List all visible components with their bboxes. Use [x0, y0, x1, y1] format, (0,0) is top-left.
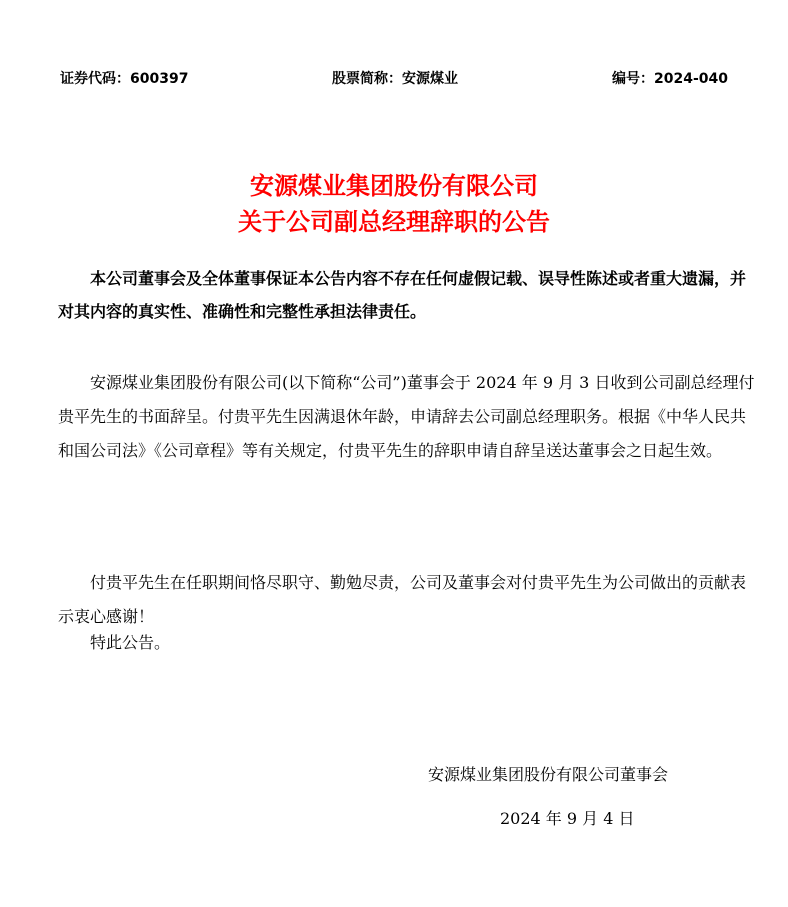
title-company: 安源煤业集团股份有限公司 — [250, 172, 538, 200]
announcement-date: 2024 年 9 月 4 日 — [500, 809, 635, 828]
stock-code: 证券代码：600397 — [60, 71, 189, 87]
board-guarantee-notice: 本公司董事会及全体董事保证本公告内容不存在任何虚假记载、误导性陈述或者重大遗漏，并对其内容的真实性、准确性和完整性承担法律责任。 — [58, 269, 747, 321]
title-subject: 关于公司副总经理辞职的公告 — [238, 208, 550, 236]
serial-number: 编号：2024-040 — [612, 71, 728, 87]
body-paragraph-closing: 特此公告。 — [90, 633, 171, 652]
signer: 安源煤业集团股份有限公司董事会 — [428, 765, 669, 784]
body-paragraph-thanks: 付贵平先生在任职期间恪尽职守、勤勉尽责，公司及董事会对付贵平先生为公司做出的贡献表示衷心感谢！ — [58, 573, 747, 626]
body-paragraph-resignation: 安源煤业集团股份有限公司(以下简称“公司”)董事会于 2024 年 9 月 3 日收到公司副总经理付贵平先生的书面辞呈。付贵平先生因满退休年龄，申请辞去公司副总经理职务。根据《中华人民共和国公司法》《公司章程》等有关规定，付贵平先生的辞职申请自辞呈送达董事会之日起生效。 — [58, 373, 755, 460]
stock-abbreviation: 股票简称：安源煤业 — [332, 71, 458, 87]
header-row — [60, 68, 732, 88]
